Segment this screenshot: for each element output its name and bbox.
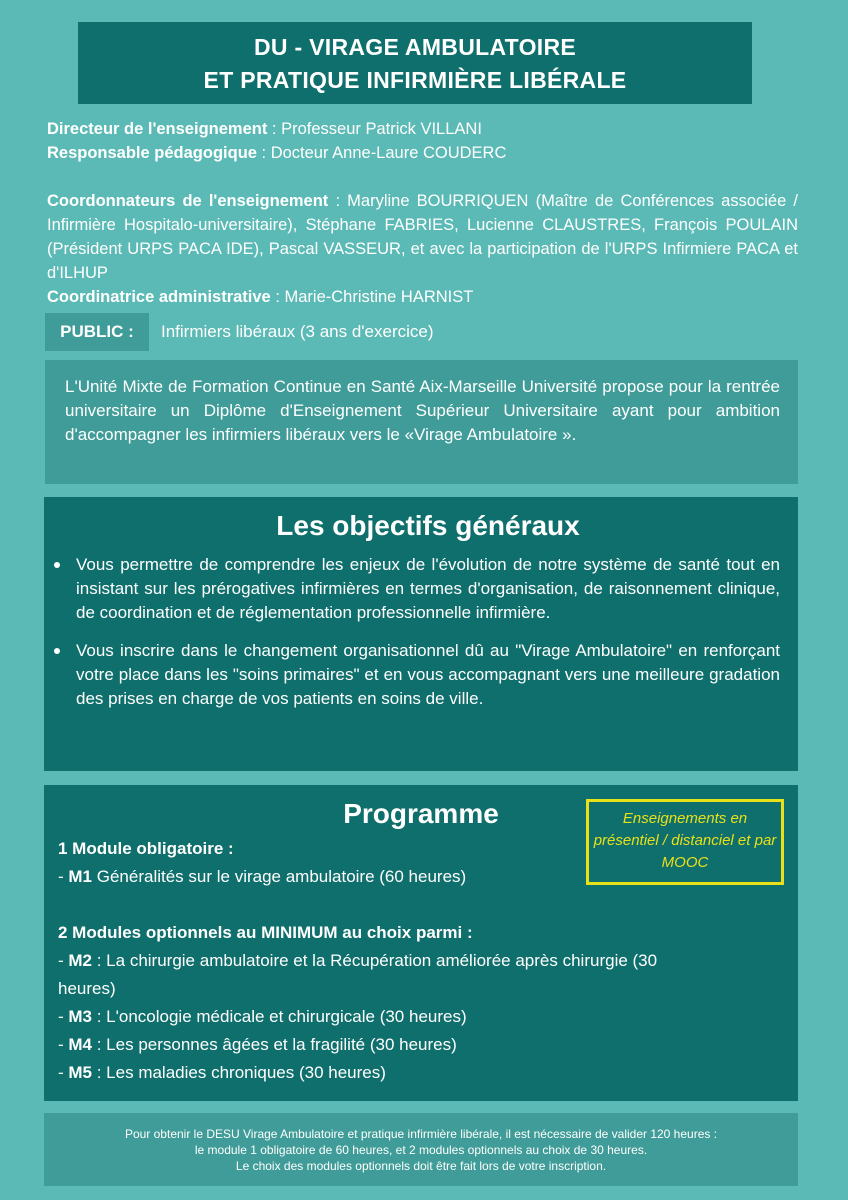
objective-item (76, 553, 780, 625)
pedagogical-value: : Docteur Anne-Laure COUDERC (256, 144, 507, 162)
module-m1: - M1 Généralités sur le virage ambulatoire (60 heures) (58, 867, 467, 886)
coordinators-line (47, 189, 798, 285)
admin-label: Coordinatrice administrative (47, 288, 271, 306)
director-line (47, 117, 798, 141)
module-m4: - M4 : Les personnes âgées et la fragilité (30 heures) (58, 1035, 457, 1054)
programme-heading: Programme (343, 798, 499, 829)
admin-line (47, 285, 798, 309)
coordinators-label: Coordonnateurs de l'enseignement (47, 192, 329, 210)
admin-value: : Marie-Christine HARNIST (270, 288, 474, 306)
footer-line-3: Le choix des modules optionnels doit être fait lors de votre inscription. (235, 1159, 607, 1173)
programme-content (58, 835, 698, 1087)
public-value: Infirmiers libéraux (3 ans d'exercice) (161, 322, 434, 341)
module-text: : La chirurgie ambulatoire et la Récupération améliorée après chirurgie (30 heures) (58, 951, 658, 998)
public-label: PUBLIC : (45, 313, 149, 351)
objective-text: Vous inscrire dans le changement organisationnel dû au "Virage Ambulatoire" en renforçant votre place dans les "soins primaires" et en vous accompagnant vers une meilleure gradation des prises en charge de vos patients en soins de ville. (76, 641, 780, 708)
objectives-section (44, 497, 798, 771)
title-line-1: DU - VIRAGE AMBULATOIRE (253, 34, 577, 60)
module-text: : L'oncologie médicale et chirurgicale (30 heures) (92, 1007, 467, 1026)
objectives-list (76, 553, 780, 711)
module-code: M2 (68, 951, 93, 970)
footer-line-1: Pour obtenir le DESU Virage Ambulatoire et pratique infirmière libérale, il est nécessaire de valider 120 heures : (124, 1127, 718, 1141)
module-code: M3 (68, 1007, 93, 1026)
bullet-icon (54, 562, 60, 568)
pedagogical-line (47, 141, 798, 165)
mandatory-heading: 1 Module obligatoire : (58, 839, 234, 858)
module-code: M4 (68, 1035, 93, 1054)
page-title (78, 22, 752, 104)
module-text: : Les maladies chroniques (30 heures) (92, 1063, 386, 1082)
module-text: Généralités sur le virage ambulatoire (60 heures) (92, 867, 467, 886)
optional-heading: 2 Modules optionnels au MINIMUM au choix parmi : (58, 923, 473, 942)
module-m3: - M3 : L'oncologie médicale et chirurgicale (30 heures) (58, 1007, 467, 1026)
title-line-2: ET PRATIQUE INFIRMIÈRE LIBÉRALE (203, 67, 627, 93)
intro-paragraph: L'Unité Mixte de Formation Continue en Santé Aix-Marseille Université propose pour la rentrée universitaire un Diplôme d'Enseignement Supérieur Universitaire ayant pour ambition d'accompagner les infirmiers libéraux vers le «Virage Ambulatoire ». (45, 360, 798, 484)
footer-line-2: le module 1 obligatoire de 60 heures, et 2 modules optionnels au choix de 30 heures. (194, 1143, 648, 1157)
director-label: Directeur de l'enseignement (47, 120, 268, 138)
objective-text: Vous permettre de comprendre les enjeux de l'évolution de notre système de santé tout en insistant sur les prérogatives infirmières en termes d'organisation, de raisonnement clinique, de coordination et de réglementation professionnelle infirmière. (76, 555, 780, 622)
module-m2: - M2 : La chirurgie ambulatoire et la Récupération améliorée après chirurgie (30 heures) (58, 951, 658, 998)
footer-note (44, 1113, 798, 1186)
director-value: : Professeur Patrick VILLANI (267, 120, 482, 138)
objective-item (76, 639, 780, 711)
objectives-heading: Les objectifs généraux (276, 510, 580, 541)
staff-section (47, 117, 798, 309)
bullet-icon (54, 648, 60, 654)
module-text: : Les personnes âgées et la fragilité (30 heures) (92, 1035, 457, 1054)
pedagogical-label: Responsable pédagogique (47, 144, 257, 162)
module-m5: - M5 : Les maladies chroniques (30 heures) (58, 1063, 386, 1082)
coordinators-value: : Maryline BOURRIQUEN (Maître de Conférences associée / Infirmière Hospitalo-universitaire), Stéphane FABRIES, Lucienne CLAUSTRES, François POULAIN (Président URPS PACA IDE), Pascal VASSEUR, et avec la participation de l'URPS Infirmiere PACA et d'ILHUP (47, 192, 798, 282)
module-code: M1 (68, 867, 93, 886)
teaching-mode-note: Enseignements en présentiel / distanciel et par MOOC (586, 799, 784, 885)
module-code: M5 (68, 1063, 93, 1082)
